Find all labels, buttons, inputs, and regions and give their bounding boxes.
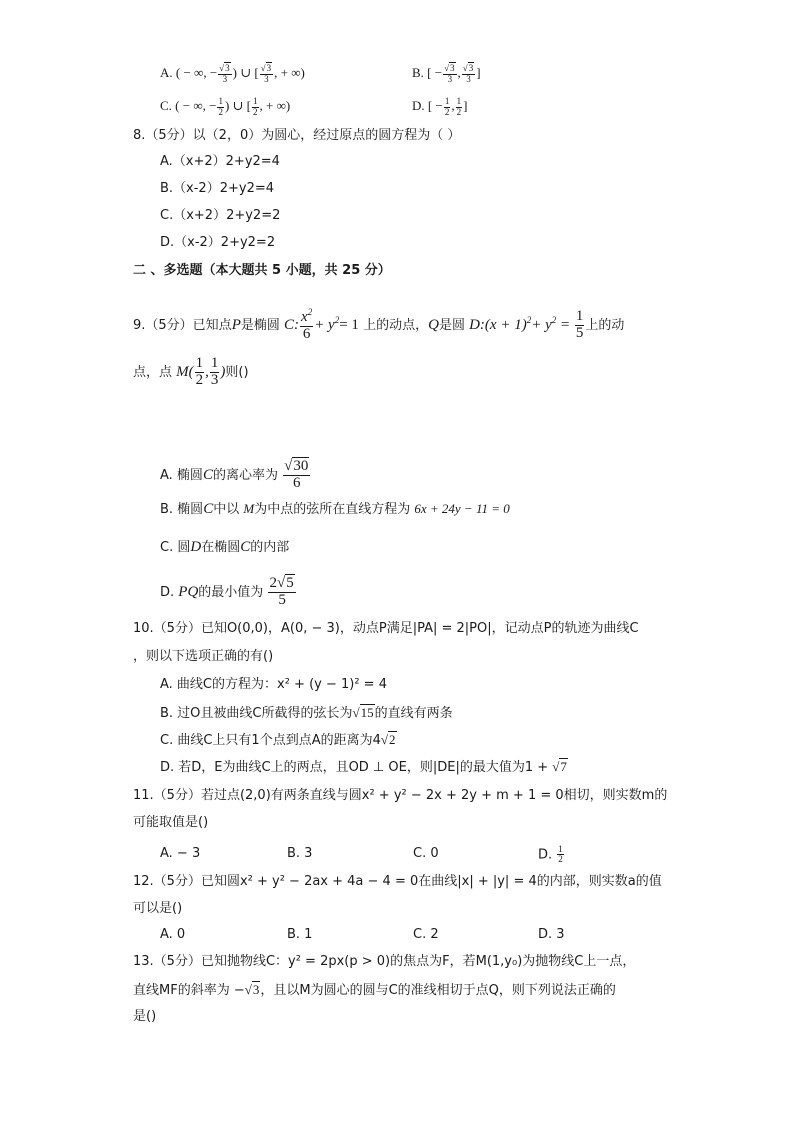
q7-option-a[interactable]: A. ( − ∞, − $\frac{√3}{3}$ ) ∪ [ $\frac{√3}{3}$ , + ∞) <box>160 63 305 84</box>
q11-option-a[interactable]: A. − 3 <box>160 846 201 861</box>
q9-stem-line1: 9.（5分）已知点P是椭圆 C: $\frac{x^2}{6}$ + $y^2= 1$ 上的动点，Q是圆 D:(x + $1)^2+ y^2$ = $\frac{1}{5}$ 上的动 <box>133 307 625 343</box>
q10-stem-line1: 10.（5分）已知O(0,0)，A(0, − 3)，动点P满足|PA| = 2|PO|，记动点P的轨迹为曲线C <box>133 621 639 636</box>
q12-stem-line1: 12.（5分）已知圆x² + y² − 2ax + 4a − 4 = 0在曲线|x| + |y| = 4的内部，则实数a的值 <box>133 874 662 889</box>
fraction: $\frac{1}{2}$ <box>456 96 462 117</box>
q8-stem: 8.（5分）以（2，0）为圆心，经过原点的圆方程为（ ） <box>133 128 461 143</box>
q9-option-a[interactable]: A. 椭圆C的离心率为 $\frac{√30}{6}$ <box>160 458 309 491</box>
q12-option-c[interactable]: C. 2 <box>413 927 439 942</box>
q12-option-b[interactable]: B. 1 <box>287 927 313 942</box>
q7-option-d[interactable]: D. [ − $\frac{1}{2}$ , $\frac{1}{2}$ ] <box>412 96 468 117</box>
q9-option-b[interactable]: B. 椭圆C中以 M为中点的弦所在直线方程为 6x + 24y − 11 = 0 <box>160 501 510 517</box>
q7-option-b[interactable]: B. [ − $\frac{√3}{3}$ , $\frac{√3}{3}$ ] <box>412 63 481 84</box>
q9-option-c[interactable]: C. 圆D在椭圆C的内部 <box>160 539 290 555</box>
fraction: $\frac{1}{2}$ <box>444 96 450 117</box>
option-label: A. <box>160 65 173 80</box>
section-title: 二 、多选题（本大题共 5 小题，共 25 分） <box>133 263 391 278</box>
q12-option-a[interactable]: A. 0 <box>160 927 186 942</box>
point-m: M( $\frac{1}{2}$ , $\frac{1}{3}$ ) <box>176 355 226 389</box>
fraction: $\frac{√30}{6}$ <box>284 458 309 491</box>
fraction: $\frac{√3}{3}$ <box>260 63 272 84</box>
q10-option-d[interactable]: D. 若D，E为曲线C上的两点，且OD ⊥ OE，则|DE|的最大值为1 + √7 <box>160 759 567 775</box>
q11-stem-line1: 11.（5分）若过点(2,0)有两条直线与圆x² + y² − 2x + 2y + m + 1 = 0相切，则实数m的 <box>133 788 668 803</box>
q12-option-d[interactable]: D. 3 <box>538 927 565 942</box>
q9-stem-line2: 点，点 M( $\frac{1}{2}$ , $\frac{1}{3}$ )则() <box>133 355 249 389</box>
fraction: $\frac{2√5}{5}$ <box>269 575 294 608</box>
q13-stem-line1: 13.（5分）已知抛物线C：y² = 2px(p > 0)的焦点为F，若M(1,y₀)为抛物线C上一点， <box>133 954 636 969</box>
option-label: D. <box>412 98 425 113</box>
fraction: $\frac{1}{2}$ <box>253 96 258 117</box>
option-label: B. <box>412 65 424 80</box>
q8-option-d[interactable]: D.（x-2）2+y2=2 <box>160 235 276 250</box>
q11-option-c[interactable]: C. 0 <box>413 846 439 861</box>
circle-equation: D:(x + $1)^2+ y^2$ = $\frac{1}{5}$ <box>469 308 584 342</box>
q10-option-a[interactable]: A. 曲线C的方程为：x² + (y − 1)² = 4 <box>160 677 387 692</box>
q13-stem-line2: 直线MF的斜率为 −√3，且以M为圆心的圆与C的准线相切于点Q，则下列说法正确的 <box>133 982 616 998</box>
q10-option-c[interactable]: C. 曲线C上只有1个点到点A的距离为4√2 <box>160 732 396 748</box>
ellipse-equation: C: $\frac{x^2}{6}$ + $y^2= 1$ <box>284 307 359 343</box>
fraction: $\frac{1}{2}$ <box>218 96 223 117</box>
q11-option-d[interactable]: D. $\frac{1}{2}$ <box>538 844 563 865</box>
fraction: $\frac{√3}{3}$ <box>462 63 474 84</box>
q10-stem-line2: ，则以下选项正确的有() <box>133 649 274 664</box>
q13-stem-line3: 是() <box>133 1009 157 1024</box>
q8-option-b[interactable]: B.（x-2）2+y2=4 <box>160 181 274 196</box>
q8-option-c[interactable]: C.（x+2）2+y2=2 <box>160 208 281 223</box>
q11-option-b[interactable]: B. 3 <box>287 846 313 861</box>
q10-option-b[interactable]: B. 过O且被曲线C所截得的弦长为√15的直线有两条 <box>160 705 453 721</box>
option-label: C. <box>160 98 172 113</box>
q11-stem-line2: 可能取值是() <box>133 815 209 830</box>
fraction: $\frac{√3}{3}$ <box>219 63 230 84</box>
q7-option-c[interactable]: C. ( − ∞, − $\frac{1}{2}$ ) ∪ [ $\frac{1}{2}$ , + ∞) <box>160 96 291 117</box>
fraction: $\frac{√3}{3}$ <box>444 63 455 84</box>
q8-option-a[interactable]: A.（x+2）2+y2=4 <box>160 154 280 169</box>
option-text: ( − ∞, − <box>175 65 218 80</box>
q12-stem-line2: 可以是() <box>133 901 183 916</box>
q9-option-d[interactable]: D. PQ的最小值为 $\frac{2√5}{5}$ <box>160 575 294 608</box>
